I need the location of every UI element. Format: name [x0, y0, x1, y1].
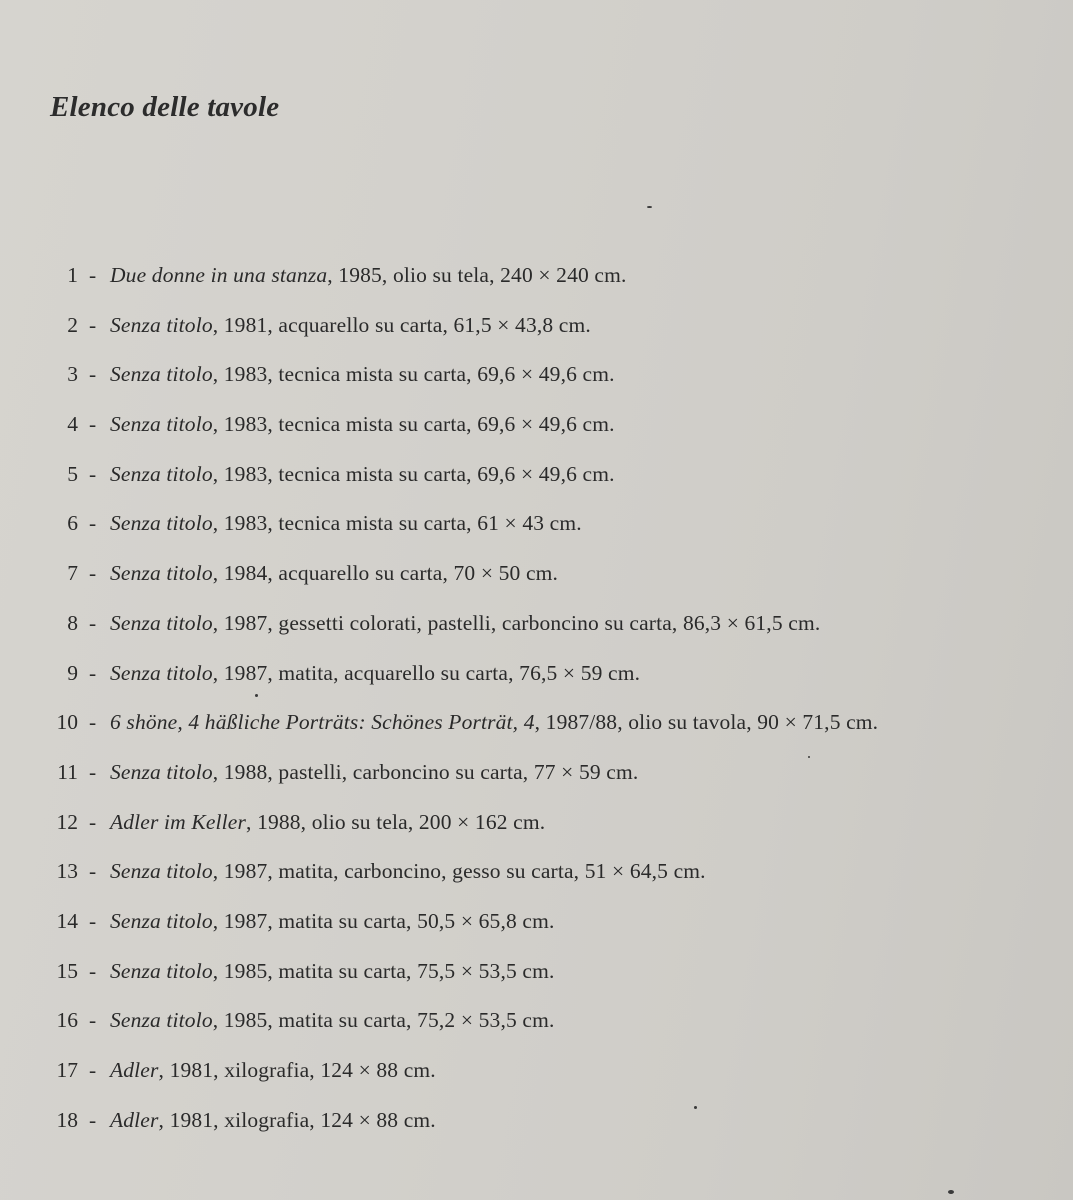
- plate-details: , 1985, olio su tela, 240 × 240 cm.: [327, 263, 627, 287]
- plate-title: Adler: [110, 1107, 159, 1132]
- plate-description: [110, 308, 591, 342]
- plate-number: 13: [56, 859, 78, 884]
- plate-title: Senza titolo: [110, 908, 213, 933]
- plate-description: [110, 357, 615, 391]
- page-title: Elenco delle tavole: [50, 91, 280, 124]
- plate-title: Senza titolo: [110, 461, 213, 486]
- paper-speck: [647, 206, 652, 208]
- plate-details: , 1985, matita su carta, 75,2 × 53,5 cm.: [212, 1008, 555, 1033]
- plate-title: 6 shöne, 4 häßliche Porträts: Schönes Porträt, 4: [110, 710, 535, 735]
- plate-description: [110, 1103, 436, 1137]
- plate-title: Adler im Keller: [110, 809, 247, 834]
- plate-number: 14: [56, 908, 78, 933]
- plate-number: 1: [67, 263, 78, 287]
- plate-entry: [0, 656, 1073, 706]
- plate-entry: [0, 606, 1073, 656]
- plate-separator: -: [89, 809, 97, 834]
- plate-entry: [0, 258, 1073, 308]
- plate-separator: -: [89, 958, 97, 983]
- paper-speck: [808, 756, 810, 758]
- plate-details: , 1984, acquarello su carta, 70 × 50 cm.: [212, 561, 559, 586]
- plate-details: , 1983, tecnica mista su carta, 61 × 43 cm.: [212, 511, 582, 536]
- plate-title: Senza titolo: [110, 362, 213, 387]
- plate-details: , 1987, gessetti colorati, pastelli, carboncino su carta, 86,3 × 61,5 cm.: [212, 610, 821, 635]
- plate-description: [110, 1053, 436, 1087]
- plate-details: , 1987, matita su carta, 50,5 × 65,8 cm.: [212, 908, 555, 933]
- plate-separator: -: [89, 710, 97, 735]
- plate-entry: [0, 954, 1073, 1004]
- plate-title: Adler: [110, 1058, 159, 1082]
- plate-separator: -: [89, 1058, 97, 1082]
- plate-title: Senza titolo: [110, 759, 213, 784]
- plate-number: 18: [56, 1107, 78, 1132]
- plate-entry: [0, 854, 1073, 904]
- plate-entry: [0, 357, 1073, 407]
- plate-entry: [0, 1103, 1073, 1153]
- plate-description: [110, 1003, 554, 1037]
- plate-entry: [0, 805, 1073, 855]
- plate-separator: -: [89, 362, 97, 387]
- plate-description: [110, 954, 554, 988]
- plate-separator: -: [89, 1107, 97, 1132]
- plate-details: , 1988, pastelli, carboncino su carta, 77 × 59 cm.: [212, 759, 639, 784]
- plate-description: [110, 407, 615, 441]
- plate-details: , 1988, olio su tela, 200 × 162 cm.: [246, 809, 546, 834]
- plate-details: , 1987/88, olio su tavola, 90 × 71,5 cm.: [534, 710, 879, 735]
- plate-number: 6: [67, 511, 78, 536]
- plate-entry: [0, 506, 1073, 556]
- plate-separator: -: [89, 263, 97, 287]
- plate-description: [110, 556, 558, 590]
- plate-separator: -: [89, 660, 97, 685]
- plate-details: , 1983, tecnica mista su carta, 69,6 × 49,6 cm.: [212, 412, 615, 437]
- plate-details: , 1983, tecnica mista su carta, 69,6 × 49,6 cm.: [212, 362, 615, 387]
- plate-description: [110, 506, 582, 540]
- plate-number: 9: [67, 660, 78, 685]
- plate-number: 3: [67, 362, 78, 387]
- plate-title: Senza titolo: [110, 859, 213, 884]
- plate-number: 5: [67, 461, 78, 486]
- plate-title: Senza titolo: [110, 412, 213, 437]
- plate-separator: -: [89, 561, 97, 586]
- plate-separator: -: [89, 908, 97, 933]
- plate-description: [110, 606, 820, 640]
- plate-number: 2: [67, 312, 78, 337]
- plate-entry: [0, 705, 1073, 755]
- plate-title: Senza titolo: [110, 561, 213, 586]
- plate-entry: [0, 556, 1073, 606]
- plate-description: [110, 258, 627, 292]
- plate-entry: [0, 308, 1073, 358]
- plate-details: , 1987, matita, carboncino, gesso su carta, 51 × 64,5 cm.: [212, 859, 706, 884]
- plate-separator: -: [89, 461, 97, 486]
- plate-number: 17: [56, 1058, 78, 1082]
- plate-title: Senza titolo: [110, 660, 213, 685]
- plate-title: Senza titolo: [110, 610, 213, 635]
- plate-description: [110, 457, 615, 491]
- plate-details: , 1983, tecnica mista su carta, 69,6 × 49,6 cm.: [212, 461, 615, 486]
- plate-description: [110, 805, 545, 839]
- plate-title: Senza titolo: [110, 958, 213, 983]
- plate-entry: [0, 755, 1073, 805]
- plate-description: [110, 705, 878, 739]
- plate-description: [110, 904, 554, 938]
- plate-separator: -: [89, 610, 97, 635]
- plate-number: 16: [56, 1008, 78, 1033]
- plate-entry: [0, 1003, 1073, 1053]
- plate-description: [110, 854, 706, 888]
- plate-number: 4: [67, 412, 78, 437]
- paper-speck: [694, 1106, 697, 1109]
- plate-number: 15: [56, 958, 78, 983]
- plate-separator: -: [89, 312, 97, 337]
- plate-title: Senza titolo: [110, 312, 213, 337]
- plate-separator: -: [89, 759, 97, 784]
- plate-entry: [0, 457, 1073, 507]
- plate-details: , 1981, xilografia, 124 × 88 cm.: [158, 1058, 436, 1082]
- plate-description: [110, 755, 638, 789]
- plate-entry: [0, 1053, 1073, 1103]
- plate-number: 10: [56, 710, 78, 735]
- plate-entry: [0, 407, 1073, 457]
- plate-separator: -: [89, 412, 97, 437]
- plate-entry: [0, 904, 1073, 954]
- paper-speck: [948, 1190, 954, 1194]
- plate-title: Due donne in una stanza: [110, 263, 328, 287]
- plate-details: , 1981, acquarello su carta, 61,5 × 43,8 cm.: [212, 312, 591, 337]
- plate-number: 12: [56, 809, 78, 834]
- plate-details: , 1985, matita su carta, 75,5 × 53,5 cm.: [212, 958, 555, 983]
- plate-separator: -: [89, 1008, 97, 1033]
- plate-details: , 1987, matita, acquarello su carta, 76,5 × 59 cm.: [212, 660, 641, 685]
- plate-number: 7: [67, 561, 78, 586]
- plate-number: 11: [57, 759, 78, 784]
- plate-separator: -: [89, 859, 97, 884]
- plate-separator: -: [89, 511, 97, 536]
- plate-title: Senza titolo: [110, 1008, 213, 1033]
- plate-number: 8: [67, 610, 78, 635]
- paper-speck: [255, 694, 258, 697]
- plate-details: , 1981, xilografia, 124 × 88 cm.: [158, 1107, 436, 1132]
- plate-description: [110, 656, 640, 690]
- plate-title: Senza titolo: [110, 511, 213, 536]
- plate-list: [0, 258, 1073, 1152]
